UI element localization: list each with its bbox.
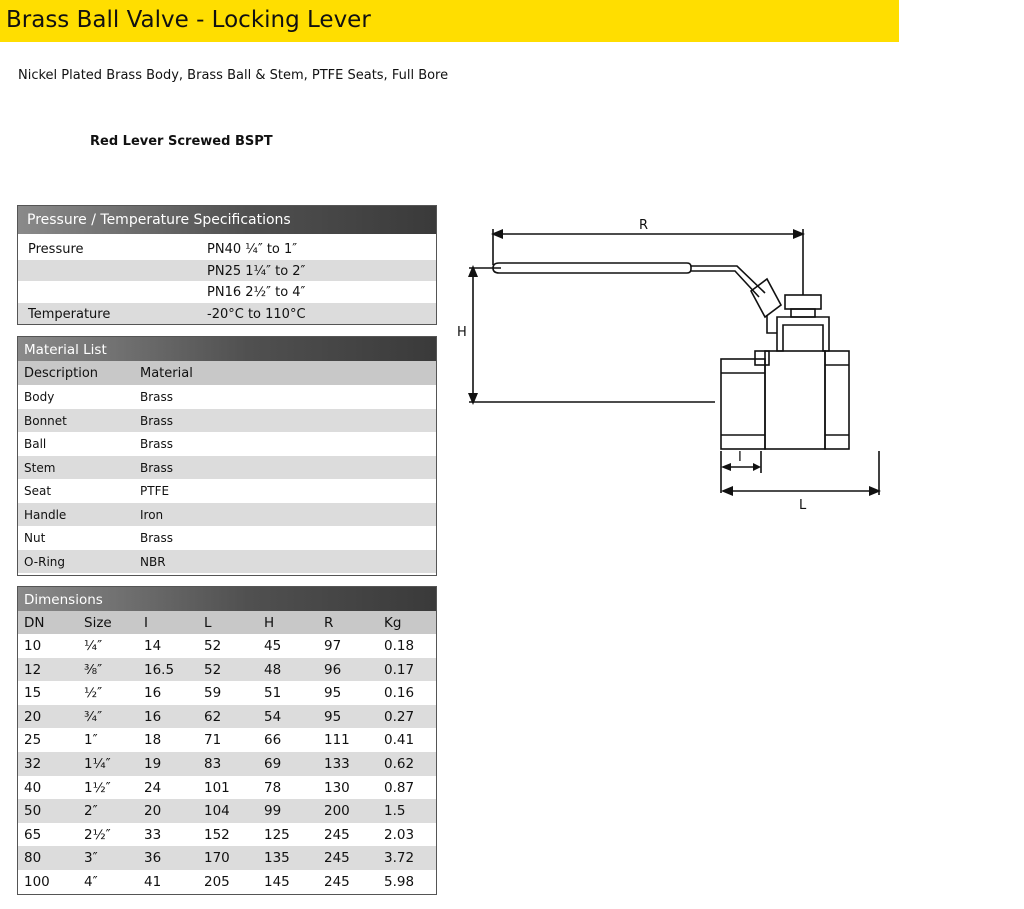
dimensions-heading: Dimensions (18, 587, 436, 611)
table-row (18, 728, 436, 752)
dimension-cell: 200 (324, 803, 350, 820)
dimension-cell: 1″ (84, 732, 98, 749)
dimension-cell: 16 (144, 685, 162, 702)
table-row (18, 432, 436, 456)
dimension-cell: 152 (204, 826, 230, 843)
column-header: I (144, 615, 148, 631)
dimension-cell: 101 (204, 779, 230, 796)
dimension-cell: 32 (24, 755, 42, 772)
dimension-label-r: R (639, 218, 649, 233)
dimension-cell: 97 (324, 638, 342, 654)
dimension-cell: 52 (204, 638, 222, 654)
dimension-cell: 4″ (84, 873, 98, 890)
column-header: Description (24, 366, 99, 381)
material-value: Brass (140, 437, 174, 451)
table-row (18, 456, 436, 480)
column-header: Material (140, 366, 193, 381)
dimension-cell: 45 (264, 638, 282, 654)
material-value: Iron (140, 507, 164, 522)
dimension-cell: 245 (324, 873, 350, 890)
table-row (18, 238, 436, 260)
dimension-cell: 170 (204, 850, 230, 867)
dimension-cell: 65 (24, 826, 42, 843)
column-header: H (264, 615, 275, 631)
stem-housing (777, 317, 829, 351)
dimension-cell: 16.5 (144, 661, 175, 678)
dimension-cell: 1.5 (384, 803, 406, 820)
dimension-cell: 1½″ (84, 779, 111, 796)
dimension-cell: 2½″ (84, 826, 111, 843)
dimension-cell: 245 (324, 826, 350, 843)
dimension-cell: 0.62 (384, 755, 415, 772)
column-header: DN (24, 615, 45, 631)
valve-dimension-diagram (455, 205, 895, 515)
table-row (18, 550, 436, 574)
dimension-cell: 205 (204, 873, 230, 890)
dimension-cell: 71 (204, 732, 222, 749)
dimension-cell: ¾″ (84, 708, 103, 725)
dimension-cell: 0.17 (384, 661, 415, 678)
locking-pin (755, 351, 769, 365)
table-row (18, 776, 436, 800)
page-title: Brass Ball Valve - Locking Lever (6, 7, 371, 33)
dimension-cell: 14 (144, 638, 162, 654)
dimension-cell: ½″ (84, 685, 103, 702)
dimension-cell: 0.16 (384, 685, 415, 702)
dimension-cell: 145 (264, 873, 290, 890)
title-bar (0, 0, 899, 42)
table-row (18, 799, 436, 823)
dimension-cell: 3.72 (384, 850, 415, 867)
dimension-cell: 48 (264, 661, 282, 678)
dimension-cell: 52 (204, 661, 222, 678)
material-part: O-Ring (24, 554, 66, 569)
spec-value: PN40 ¼″ to 1″ (207, 242, 298, 257)
dimension-cell: 69 (264, 755, 282, 772)
table-row (18, 503, 436, 527)
dimension-cell: 95 (324, 685, 342, 702)
dimension-cell: 40 (24, 779, 42, 796)
arrowhead (468, 265, 478, 277)
dimensions-body (18, 634, 436, 894)
spec-value: PN16 2½″ to 4″ (207, 285, 306, 300)
material-part: Handle (24, 507, 67, 522)
spec-label: Temperature (28, 306, 111, 322)
product-subtitle: Nickel Plated Brass Body, Brass Ball & Stem, PTFE Seats, Full Bore (18, 68, 449, 83)
dimension-cell: 15 (24, 685, 42, 702)
dimension-cell: 16 (144, 708, 162, 725)
dimension-cell: 36 (144, 850, 162, 867)
column-header: L (204, 615, 212, 631)
table-row (18, 634, 436, 658)
spec-value: -20°C to 110°C (207, 306, 306, 322)
column-header: R (324, 615, 334, 631)
material-list-heading: Material List (18, 337, 436, 361)
dimension-cell: 111 (324, 732, 350, 749)
material-part: Nut (24, 531, 46, 545)
material-part: Body (24, 390, 55, 404)
dimension-cell: 1¼″ (84, 755, 111, 772)
pressure-temperature-heading: Pressure / Temperature Specifications (18, 206, 436, 234)
material-part: Bonnet (24, 413, 67, 428)
dimension-cell: 95 (324, 708, 342, 725)
table-row (18, 752, 436, 776)
dimension-cell: 104 (204, 803, 230, 820)
material-value: Brass (140, 460, 174, 475)
material-part: Seat (24, 484, 52, 498)
material-list-table (17, 336, 437, 576)
table-row (18, 705, 436, 729)
dimension-cell: 24 (144, 779, 162, 796)
dimension-cell: 2″ (84, 803, 98, 820)
dimension-label-h: H (457, 325, 467, 340)
spec-value: PN25 1¼″ to 2″ (207, 263, 306, 279)
table-row (18, 385, 436, 409)
dimension-cell: 78 (264, 779, 282, 796)
dimensions-table (17, 586, 437, 895)
table-row (18, 409, 436, 433)
dimension-cell: 62 (204, 708, 222, 725)
dimension-cell: 20 (144, 803, 162, 820)
dimension-cell: 5.98 (384, 873, 415, 890)
dimension-cell: 130 (324, 779, 350, 796)
dimension-cell: 18 (144, 732, 162, 749)
dimension-cell: 25 (24, 732, 42, 749)
dimension-cell: ¼″ (84, 638, 103, 654)
pressure-temperature-table (17, 205, 437, 325)
lever-handle (493, 263, 691, 273)
table-header-row (18, 611, 436, 634)
dimension-label-l: L (799, 498, 807, 513)
dimension-cell: 59 (204, 685, 222, 702)
dimension-cell: 3″ (84, 850, 98, 867)
material-value: Brass (140, 413, 174, 428)
dimension-cell: 10 (24, 638, 42, 654)
stem-washer (791, 309, 815, 317)
dimension-cell: 96 (324, 661, 342, 678)
material-part: Stem (24, 460, 56, 475)
arrowhead (468, 393, 478, 405)
table-row (18, 823, 436, 847)
dimension-cell: 245 (324, 850, 350, 867)
dimension-label-i: I (738, 450, 742, 465)
table-row (18, 260, 436, 282)
material-value: Brass (140, 390, 174, 404)
dimension-cell: 66 (264, 732, 282, 749)
dimension-cell: 0.18 (384, 638, 415, 654)
stem-nut (785, 295, 821, 309)
table-row (18, 658, 436, 682)
lever-bracket (767, 315, 777, 333)
dimension-cell: 135 (264, 850, 290, 867)
dimension-cell: 80 (24, 850, 42, 867)
arrowhead (753, 463, 761, 471)
material-value: NBR (140, 554, 166, 569)
dimension-cell: 83 (204, 755, 222, 772)
column-header: Size (84, 615, 112, 631)
material-value: PTFE (140, 484, 170, 498)
product-variant: Red Lever Screwed BSPT (90, 134, 273, 149)
dimension-cell: 99 (264, 803, 282, 820)
dimension-cell: 0.87 (384, 779, 415, 796)
dimension-cell: 133 (324, 755, 350, 772)
column-header: Kg (384, 615, 402, 631)
lever-arm-bottom (691, 271, 759, 297)
material-part: Ball (24, 437, 47, 451)
dimension-cell: 33 (144, 826, 162, 843)
spec-label: Pressure (28, 242, 84, 257)
dimension-cell: 100 (24, 873, 50, 890)
table-row (18, 526, 436, 550)
dimension-cell: 50 (24, 803, 42, 820)
dimension-cell: ⅜″ (84, 661, 103, 678)
dimension-cell: 20 (24, 708, 42, 725)
arrowhead (721, 463, 731, 471)
table-row (18, 681, 436, 705)
dimension-cell: 0.41 (384, 732, 415, 749)
arrowhead (721, 486, 733, 496)
table-row (18, 281, 436, 303)
table-row (18, 870, 436, 894)
table-row (18, 479, 436, 503)
body-center (765, 351, 825, 449)
dimension-cell: 2.03 (384, 826, 415, 843)
dimension-cell: 41 (144, 873, 162, 890)
table-row (18, 846, 436, 870)
material-value: Brass (140, 531, 174, 545)
dimension-cell: 19 (144, 755, 162, 772)
dimension-cell: 51 (264, 685, 282, 702)
dimension-cell: 0.27 (384, 708, 415, 725)
dimension-cell: 54 (264, 708, 282, 725)
table-header-row (18, 361, 436, 385)
table-row (18, 303, 436, 325)
dimension-cell: 12 (24, 661, 42, 678)
dimension-cell: 125 (264, 826, 290, 843)
